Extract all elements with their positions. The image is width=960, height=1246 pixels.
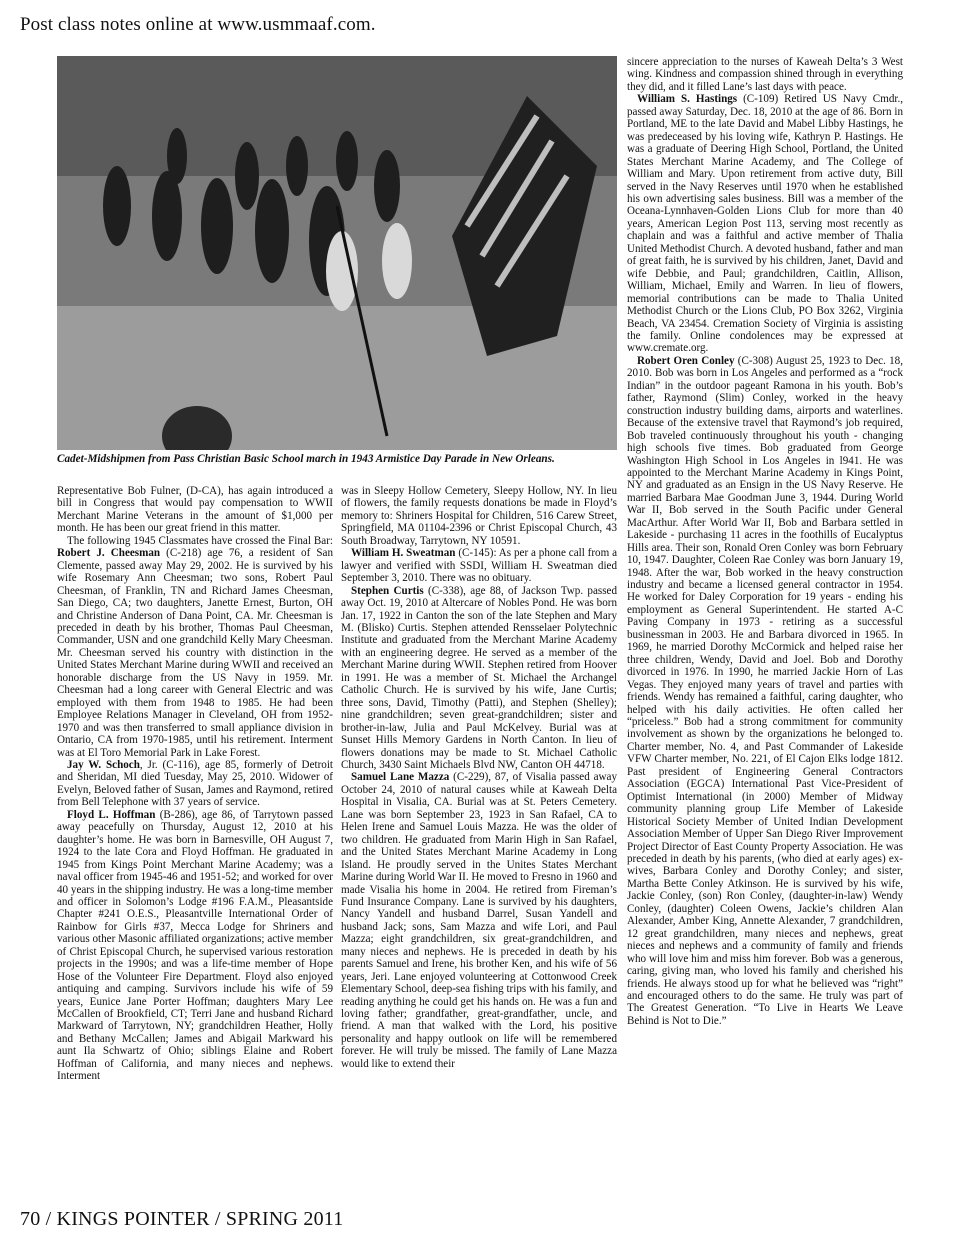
column-2	[341, 485, 617, 1070]
paragraph	[57, 809, 333, 1083]
parade-photo-illustration	[57, 56, 617, 450]
paragraph-text: (C-308) August 25, 1923 to Dec. 18, 2010. Bob was born in Los Angeles and performed as a “rock Indian” in the outdoor pageant Ramona in his youth. Bob’s father, Raymond (Slim) Conley, worked in the heavy construction industry building dams, airports and waterlines. Because of the extensive travel that Raymond’s job required, Bob traveled continuously throughout his youth - changing high schools five times. Bob graduated from George Washington High School in Los Angeles in l941. He was appointed to the Merchant Marine Academy in Kings Point, NY and graduated as an Ensign in the US Navy Reserve. He married Barbara Mae Goodman June 3, 1944. During World War II, Bob served in the South Pacific under General MacArthur. After World War II, Bob and Barbara settled in Lakeside - purchasing 11 acres in the foothills of Eucalyptus Hills area. Their son, Ronald Oren Conley was born February 10, 1947. Daughter, Coleen Rae Conley was born January 19, 1948. After the war, Bob worked in the heavy construction industry and became a licensed general contractor in 1954. He worked for Daley Corporation for 19 years - ending his employment as General Superintendent. He started A-C Paving Company in 1973 - retiring as a successful businessman in 2003. He and Barbara divorced in 1965. In 1969, he married Dorothy McCormick and helped raise her three children, Wendy, David and Joel. Bob and Dorothy divorced in 1976. In 1990, he married Jackie Horn of Las Vegas. They enjoyed many years of travel and parties with friends. Wendy has remained a faithful, caring daughter, who helped with his daily activities. He often called her “priceless.” Bob had a strong commitment for community involvement as shown by the organizations he belonged to. Charter member, No. 4, and Past Commander of Lakeside VFW Charter member, No. 221, of El Cajon Elks lodge 1812. Past president of Engineering General Contractors Association (EGCA) International Past Vice-President of Optimist International (in 2000) Member of Midway community planning group Life Member of Lakeside Historical Society Member of United Indian Development Association Member of Upper San Diego River Improvement Project Director of East County Property Association. He was preceded in death by his parents, (who died at early ages) ex-wives, Barbara Conley and Dorothy Conley; and sister, Martha Bette Conley Atkinson. He is survived by his wife, Jackie Conley, (son) Ron Conley, (daughter-in-law) Wendy Conley, (daughter) Coleen Owens, Jackie’s children Alan Alexander, Amber King, Annette Alexander, 7 grandchildren, 12 great grandchildren, many nieces and nephews, great nieces and nephews and a community of family and friends who will love him and miss him forever. Bob was a generous, caring, giving man, who loved his family and cherished his friends. He always stood up for what he believed was “right” and encouraged others to do the same. He truly was part of The Greatest Generation. “To Live in Hearts We Leave Behind is Not to Die.”	[627, 354, 903, 1027]
paragraph	[341, 547, 617, 584]
paragraph	[341, 585, 617, 772]
obituary-name: Robert Oren Conley	[637, 354, 735, 367]
paragraph	[627, 93, 903, 355]
photo-caption: Cadet-Midshipmen from Pass Christian Basic School march in 1943 Armistice Day Parade in New Orleans.	[57, 453, 555, 465]
paragraph	[57, 535, 333, 759]
obituary-name: William H. Sweatman	[351, 547, 456, 560]
column-1	[57, 485, 333, 1083]
obituary-name: Stephen Curtis	[351, 584, 424, 597]
paragraph: sincere appreciation to the nurses of Kaweah Delta’s 3 West wing. Kindness and compassion shined through in everything they did, and it filled Lane’s last days with peace.	[627, 56, 903, 93]
paragraph-text: (C-218) age 76, a resident of San Clemente, passed away May 29, 2002. He is survived by his wife Rosemary Ann Cheesman; two sons, Robert Paul Cheesman, of Franklin, TN and Richard James Cheesman, San Diego, CA; two daughters, Janette Ernest, Burton, OH and Christine Anderson of Dana Point, CA. Mr. Cheesman is preceded in death by his brother, Thomas Paul Cheesman, Commander, USN and one grandchild Kelly Mary Cheesman. Mr. Cheesman served his country with distinction in the United States Merchant Marine during WWII and received an honorable discharge from the US Navy in 1959. Mr. Cheesman had a long career with General Electric and was employed with them from 1948 to 1985. He had been Employee Relations Manager in Cleveland, OH from 1952-1970 and was then transferred to small appliance division in Ontario, CA from 1970-1985, until his retirement. Interment was at El Toro Memorial Park in Lake Forest.	[57, 547, 333, 759]
paragraph-text: (C-145): As per a phone call from a lawyer and verified with SSDI, William H. Sweatman died September 3, 2010. There was no obituary.	[341, 547, 618, 585]
page-footer: 70 / KINGS POINTER / SPRING 2011	[20, 1208, 344, 1230]
paragraph-text: , Jr. (C-116), age 85, formerly of Detroit and Sheridan, MI died Tuesday, May 25, 2010. Widower of Evelyn, Beloved father of Susan, James and Raymond, retired from Bell Telephone with 37 years of service.	[57, 758, 333, 809]
column-3	[627, 56, 903, 1027]
paragraph: Representative Bob Fulner, (D-CA), has again introduced a bill in Congress that would pay compensation to WWII Merchant Marine Veterans in the amount of $1,000 per month. He has been our great friend in this matter.	[57, 485, 333, 535]
parade-photo	[57, 56, 617, 450]
obituary-name: Robert J. Cheesman	[57, 547, 161, 560]
paragraph: was in Sleepy Hollow Cemetery, Sleepy Hollow, NY. In lieu of flowers, the family requests donations be made in Floyd’s memory to: Shriners Hospital for Children, 516 Carew Street, Springfield, MA 01104-2396 or Christ Episcopal Church, 43 South Broadway, Tarrytown, NY 10591.	[341, 485, 617, 547]
obituary-name: Samuel Lane Mazza	[351, 771, 450, 784]
paragraph-text: (C-338), age 88, of Jackson Twp. passed away Oct. 19, 2010 at Altercare of Nobles Pond. He was born Jan. 17, 1922 in Canton the son of the late Stephen and Mary M. (Blisko) Curtis. Stephen attended Rensselaer Polytechnic Institute and graduated from the Merchant Marine Academy with an engineering degree. He served as a member of the Merchant Marine during WWII. Stephen retired from Hoover in 1991. He was a member of St. Michael the Archangel Catholic Church. He is survived by his wife, Jane Curtis; three sons, David, Timothy (Patti), and Stephen (Shelley); nine grandchildren; seven great-grandchildren; sister and brother-in-law, Julia and Paul McKelvey. Burial was at Sunset Hills Memory Gardens in North Canton. In lieu of flowers donations may be made to St. Michael Catholic Church, 3430 Saint Michaels Blvd NW, Canton OH 44718.	[341, 584, 617, 771]
obituary-name: Jay W. Schoch	[67, 758, 140, 771]
paragraph-text: (C-229), 87, of Visalia passed away October 24, 2010 of natural causes while at Kaweah Delta Hospital in Visalia, CA. Burial was at St. Peters Cemetery. Lane was born September 23, 1923 in San Rafael, CA to Helen Irene and Samuel Louis Mazza. He was the older of two children. He graduated from Marin High in San Rafael, and the United States Merchant Marine Academy in Long Island. He proudly served in the Unites States Merchant Marine during World War II. He moved to Fresno in 1960 and made Visalia his home in 2004. He retired from Fireman’s Fund Insurance Company. Lane is survived by his daughters, Nancy Yandell and husband Darrel, Susan Yandell and husband Jack; sons, Sam Mazza and wife Lori, and Paul Mazza; eight grandchildren, six great-grandchildren, and many nieces and nephews. He is preceded in death by his parents Samuel and Irene, his brother Ken, and his wife of 56 years, Jeri. Lane enjoyed volunteering at Cottonwood Creek Elementary School, deep-sea fishing trips with his family, and reading anything he could get his hands on. He was a fun and loving father; grandfather, great-grandfather, uncle, and friend. A man that walked with the Lord, his positive personality and happy outlook on life will be remembered forever. He will truly be missed. The family of Lane Mazza would like to extend their	[341, 771, 618, 1070]
obituary-name: Floyd L. Hoffman	[67, 808, 156, 821]
paragraph	[341, 771, 617, 1070]
paragraph-text: The following 1945 Classmates have crossed the Final Bar:	[67, 534, 333, 547]
obituary-name: William S. Hastings	[637, 93, 738, 106]
paragraph-text: (B-286), age 86, of Tarrytown passed away peacefully on Thursday, August 12, 2010 at his daughter’s home. He was born in Barnesville, OH August 7, 1924 to the late Cora and Floyd Hoffman. He graduated in 1945 from Kings Point Merchant Marine Academy; was a naval officer from 1945-46 and 1951-52; and worked for over 40 years in the shipping industry. He was a long-time member and officer in Solomon’s Lodge #196 F.A.M., Pleasantside Chapter #241 O.E.S., Pleasantville International Order of Rainbow for Girls #37, Mecca Lodge for Shriners and various other Masonic affiliated organizations; active member of Christ Episcopal Church, he supervised various restoration projects in the 1990s; and was a life-time member of Hope Hose of the Volunteer Fire Department. Floyd also enjoyed antiquing and camping. Survivors include his wife of 59 years, Eunice Jane Porter Hoffman; daughters Mary Lee McCallen of Brookfield, CT; Terri Jane and husband Richard Markward of Tarrytown, NY; grandchildren Heather, Holly and Bethany McCallen; James and Abigail Markward his aunt Ila Schwartz of Ohio; siblings Elaine and Robert Hoffman of California, and many nieces and nephews. Interment	[57, 808, 333, 1083]
paragraph	[627, 355, 903, 1027]
page-header: Post class notes online at www.usmmaaf.com.	[20, 14, 376, 35]
paragraph-text: (C-109) Retired US Navy Cmdr., passed away Saturday, Dec. 18, 2010 at the age of 86. Born in Portland, ME to the late David and Mabel Libby Hastings, he was predeceased by his loving wife, Kathryn P. Hastings. He was a graduate of Deering High School, Portland, the United States Merchant Marine Academy, and The College of William and Mary. Upon retirement from active duty, Bill served in the Navy Reserves until 1970 when he established his own advertising sales business. Bill was a member of the Oceana-Lynnhaven-Golden Lions Club for more than 40 years, American Legion Post 113, serving most recently as chaplain and was a faithful and active member of Thalia United Methodist Church. A devoted husband, father and man of great faith, he is survived by his children, Janet, David and wife Debbie, and Paul; grandchildren, Caitlin, Allison, William, Michael, Emily and Warren. In lieu of flowers, memorial contributions can be made to Thalia United Methodist Church or the Lions Club, PO Box 3262, Virginia Beach, VA 23454. Cremation Society of Virginia is assisting the family. Online condolences may be expressed at www.cremate.org.	[627, 93, 904, 355]
paragraph	[57, 759, 333, 809]
